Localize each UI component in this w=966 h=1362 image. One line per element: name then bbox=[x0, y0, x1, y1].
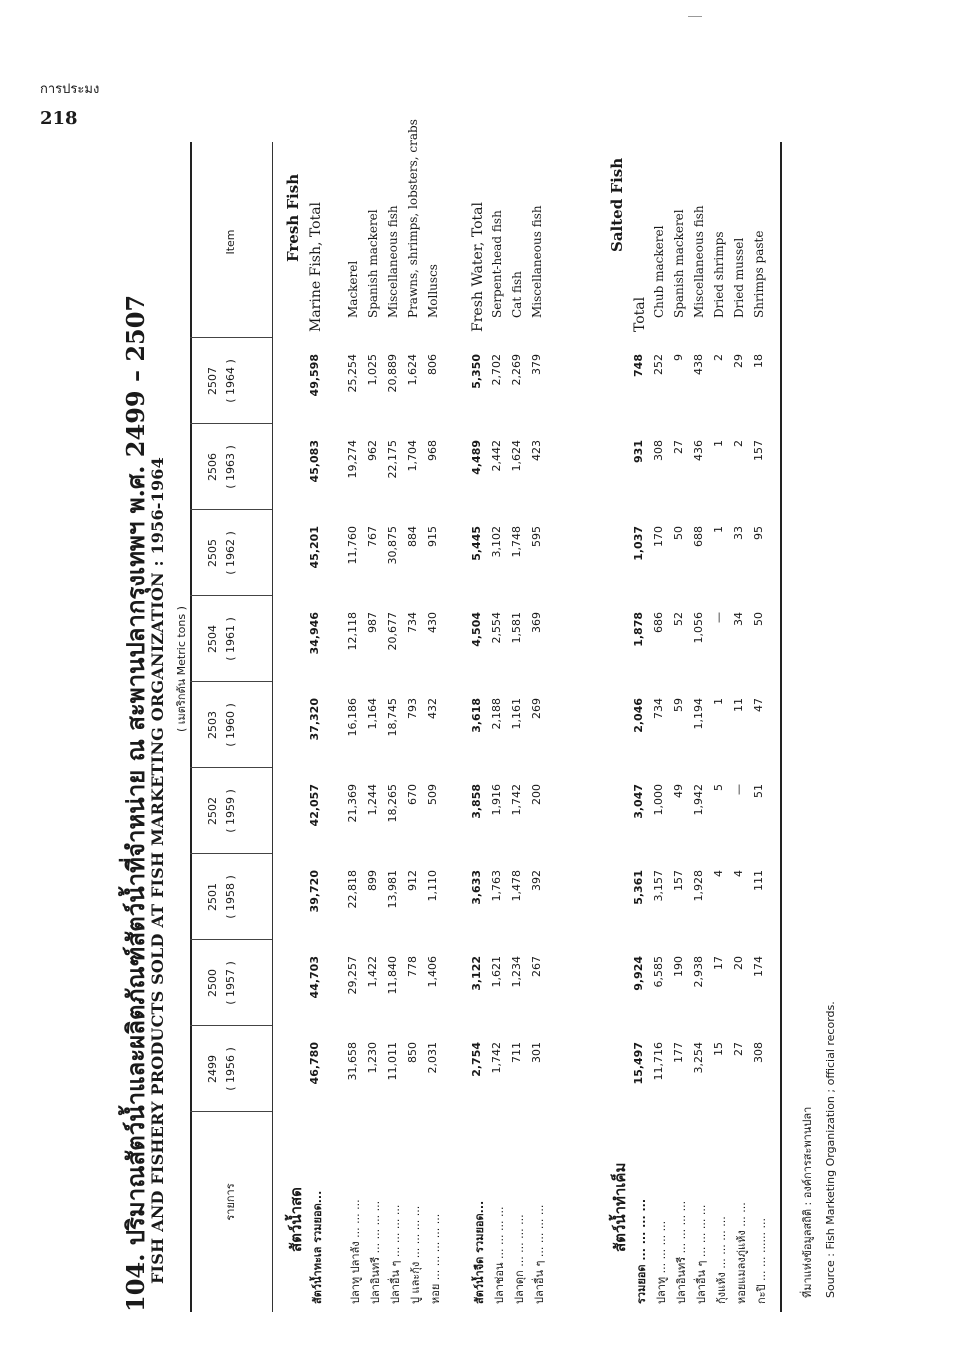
value-cell: 392 bbox=[530, 870, 543, 891]
value-cell: 157 bbox=[752, 440, 765, 461]
source-note-english: Source : Fish Marketing Organization ; official records. bbox=[824, 1001, 837, 1298]
value-cell: 59 bbox=[672, 698, 685, 712]
table-row bbox=[732, 142, 752, 1312]
column-header-year bbox=[204, 424, 240, 510]
table-title-english: FISH AND FISHERY PRODUCTS SOLD AT FISH MARKETING ORGANIZATION : 1956-1964 bbox=[148, 457, 167, 1284]
value-cell: 688 bbox=[692, 526, 705, 547]
row-label-english: Chub mackerel bbox=[652, 225, 666, 318]
value-cell: 34,946 bbox=[308, 612, 321, 655]
row-label-thai: หอย ... ... ... ... ... bbox=[429, 1213, 442, 1304]
column-header-year bbox=[204, 1026, 240, 1112]
value-cell: 49 bbox=[672, 784, 685, 798]
section-fresh-thai: สัตว์น้ำสด bbox=[287, 1187, 305, 1252]
year-common-era: ( 1956 ) bbox=[224, 1047, 237, 1091]
value-cell: 11,716 bbox=[652, 1042, 665, 1081]
value-cell: 1,581 bbox=[510, 612, 523, 644]
year-common-era: ( 1958 ) bbox=[224, 875, 237, 919]
value-cell: 9,924 bbox=[632, 956, 645, 991]
value-cell: 3,157 bbox=[652, 870, 665, 902]
value-cell: 5,350 bbox=[470, 354, 483, 389]
table-row bbox=[652, 142, 672, 1312]
value-cell: 1,110 bbox=[426, 870, 439, 902]
year-common-era: ( 1957 ) bbox=[224, 961, 237, 1005]
value-cell: 45,201 bbox=[308, 526, 321, 569]
value-cell: 509 bbox=[426, 784, 439, 805]
value-cell: 1,742 bbox=[510, 784, 523, 816]
column-header-year bbox=[204, 682, 240, 768]
table-bottom-rule bbox=[780, 142, 782, 1312]
column-header-year bbox=[204, 338, 240, 424]
value-cell: 2,554 bbox=[490, 612, 503, 644]
value-cell: — bbox=[712, 612, 725, 623]
value-cell: 3,122 bbox=[470, 956, 483, 991]
column-header-year bbox=[204, 854, 240, 940]
row-label-english: Spanish mackerel bbox=[672, 209, 686, 318]
value-cell: 11,760 bbox=[346, 526, 359, 565]
year-buddhist-era: 2505 bbox=[206, 539, 219, 567]
value-cell: 2,046 bbox=[632, 698, 645, 733]
value-cell: 12,118 bbox=[346, 612, 359, 651]
value-cell: 1,164 bbox=[366, 698, 379, 730]
column-header-year bbox=[204, 596, 240, 682]
value-cell: 686 bbox=[652, 612, 665, 633]
value-cell: 1,161 bbox=[510, 698, 523, 730]
value-cell: 51 bbox=[752, 784, 765, 798]
value-cell: 1 bbox=[712, 526, 725, 533]
row-label-english: Cat fish bbox=[510, 271, 524, 318]
column-header-year bbox=[204, 510, 240, 596]
value-cell: 778 bbox=[406, 956, 419, 977]
row-label-thai: ปลาอินทรี ... ... ... ... bbox=[369, 1200, 382, 1304]
value-cell: 4 bbox=[732, 870, 745, 877]
year-common-era: ( 1959 ) bbox=[224, 789, 237, 833]
page-number: 218 bbox=[40, 108, 78, 129]
value-cell: 19,274 bbox=[346, 440, 359, 479]
value-cell: 34 bbox=[732, 612, 745, 626]
value-cell: 1,763 bbox=[490, 870, 503, 902]
value-cell: 793 bbox=[406, 698, 419, 719]
column-header-item-thai: รายการ bbox=[224, 1183, 237, 1221]
table-row bbox=[530, 142, 550, 1312]
value-cell: 3,047 bbox=[632, 784, 645, 819]
value-cell: 17 bbox=[712, 956, 725, 970]
row-label-thai: ปลาทู ปลาลัง ... ... ... bbox=[349, 1199, 362, 1304]
table-row bbox=[632, 142, 652, 1312]
value-cell: 18,265 bbox=[386, 784, 399, 823]
value-cell: 432 bbox=[426, 698, 439, 719]
value-cell: 13,981 bbox=[386, 870, 399, 909]
value-cell: 157 bbox=[672, 870, 685, 891]
year-buddhist-era: 2506 bbox=[206, 453, 219, 481]
row-label-english: Miscellaneous fish bbox=[692, 205, 706, 318]
value-cell: 15 bbox=[712, 1042, 725, 1056]
year-common-era: ( 1963 ) bbox=[224, 445, 237, 489]
year-common-era: ( 1961 ) bbox=[224, 617, 237, 661]
value-cell: 3,254 bbox=[692, 1042, 705, 1074]
year-buddhist-era: 2503 bbox=[206, 711, 219, 739]
year-common-era: ( 1962 ) bbox=[224, 531, 237, 575]
value-cell: 22,175 bbox=[386, 440, 399, 479]
value-cell: 308 bbox=[652, 440, 665, 461]
value-cell: 52 bbox=[672, 612, 685, 626]
row-label-english: Molluscs bbox=[426, 264, 440, 318]
value-cell: 931 bbox=[632, 440, 645, 463]
table-row bbox=[426, 142, 446, 1312]
value-cell: 11 bbox=[732, 698, 745, 712]
value-cell: 22,818 bbox=[346, 870, 359, 909]
value-cell: 2 bbox=[732, 440, 745, 447]
row-label-english: Dried mussel bbox=[732, 237, 746, 318]
row-label-thai: ปลาช่อน ... ... ... ... bbox=[493, 1206, 506, 1304]
value-cell: 200 bbox=[530, 784, 543, 805]
section-salted-thai: สัตว์น้ำทำเค็ม bbox=[611, 1162, 629, 1252]
table-header-rule bbox=[272, 142, 273, 1312]
row-label-thai: ปลาทู ... ... ... ... bbox=[655, 1220, 668, 1304]
value-cell: — bbox=[732, 784, 745, 795]
value-cell: 968 bbox=[426, 440, 439, 461]
row-label-english: Dried shrimps bbox=[712, 231, 726, 318]
table-title-thai: 104. ปริมาณสัตว์น้ำและผลิตภัณฑ์สัตว์น้ำที่จำหน่าย ณ สะพานปลากรุงเทพฯ พ.ศ. 2499 – 2507 bbox=[121, 294, 150, 1312]
value-cell: 5,361 bbox=[632, 870, 645, 905]
value-cell: 379 bbox=[530, 354, 543, 375]
row-label-thai: กะปิ ... ... ...... ... bbox=[755, 1218, 768, 1304]
value-cell: 2,442 bbox=[490, 440, 503, 472]
row-label-english: Marine Fish, Total bbox=[308, 201, 324, 332]
value-cell: 42,057 bbox=[308, 784, 321, 827]
value-cell: 670 bbox=[406, 784, 419, 805]
row-label-english: Prawns, shrimps, lobsters, crabs bbox=[406, 119, 420, 318]
value-cell: 2,269 bbox=[510, 354, 523, 386]
row-label-english: Mackerel bbox=[346, 260, 360, 318]
row-label-english: Miscellaneous fish bbox=[530, 205, 544, 318]
value-cell: 4,504 bbox=[470, 612, 483, 647]
value-cell: 734 bbox=[652, 698, 665, 719]
value-cell: 987 bbox=[366, 612, 379, 633]
value-cell: 1,056 bbox=[692, 612, 705, 644]
value-cell: 29 bbox=[732, 354, 745, 368]
value-cell: 11,011 bbox=[386, 1042, 399, 1081]
table-top-rule bbox=[190, 142, 192, 1312]
value-cell: 850 bbox=[406, 1042, 419, 1063]
row-label-thai: ปลาอินทรี ... ... ... ... bbox=[675, 1200, 688, 1304]
value-cell: 50 bbox=[752, 612, 765, 626]
value-cell: 1,244 bbox=[366, 784, 379, 816]
row-label-thai: ปลาอื่น ๆ ... ... ... ... bbox=[389, 1204, 402, 1304]
table-row bbox=[346, 142, 366, 1312]
table-row bbox=[386, 142, 406, 1312]
row-label-thai: ปลาอื่น ๆ ... ... ... ... bbox=[695, 1204, 708, 1304]
value-cell: 1,704 bbox=[406, 440, 419, 472]
value-cell: 18 bbox=[752, 354, 765, 368]
column-header-year bbox=[204, 768, 240, 854]
value-cell: 1,478 bbox=[510, 870, 523, 902]
value-cell: 595 bbox=[530, 526, 543, 547]
value-cell: 267 bbox=[530, 956, 543, 977]
value-cell: 5 bbox=[712, 784, 725, 791]
value-cell: 111 bbox=[752, 870, 765, 891]
year-buddhist-era: 2502 bbox=[206, 797, 219, 825]
table-row bbox=[672, 142, 692, 1312]
value-cell: 301 bbox=[530, 1042, 543, 1063]
value-cell: 177 bbox=[672, 1042, 685, 1063]
value-cell: 1,942 bbox=[692, 784, 705, 816]
value-cell: 438 bbox=[692, 354, 705, 375]
row-label-thai: ปู และกุ้ง ... ... ... ... bbox=[409, 1205, 422, 1304]
value-cell: 308 bbox=[752, 1042, 765, 1063]
year-buddhist-era: 2501 bbox=[206, 883, 219, 911]
value-cell: 1 bbox=[712, 440, 725, 447]
year-buddhist-era: 2500 bbox=[206, 969, 219, 997]
value-cell: 1 bbox=[712, 698, 725, 705]
value-cell: 3,633 bbox=[470, 870, 483, 905]
value-cell: 1,748 bbox=[510, 526, 523, 558]
value-cell: 269 bbox=[530, 698, 543, 719]
page-header-label: การประมง bbox=[40, 82, 100, 97]
table-row bbox=[510, 142, 530, 1312]
value-cell: 806 bbox=[426, 354, 439, 375]
row-label-thai: กุ้งแห้ง ... ... ... ... bbox=[715, 1216, 728, 1304]
value-cell: 423 bbox=[530, 440, 543, 461]
row-label-english: Miscellaneous fish bbox=[386, 205, 400, 318]
value-cell: 95 bbox=[752, 526, 765, 540]
value-cell: 27 bbox=[732, 1042, 745, 1056]
unit-label: ( เมตริกตัน Metric tons ) bbox=[175, 606, 188, 732]
value-cell: 6,585 bbox=[652, 956, 665, 988]
section-salted-english: Salted Fish bbox=[608, 157, 626, 252]
value-cell: 1,621 bbox=[490, 956, 503, 988]
value-cell: 1,037 bbox=[632, 526, 645, 561]
row-label-thai: หอยแมลงภู่แห้ง ... ... bbox=[735, 1202, 748, 1304]
table-row bbox=[752, 142, 772, 1312]
value-cell: 39,720 bbox=[308, 870, 321, 913]
row-label-thai: สัตว์น้ำจืด รวมยอด... bbox=[473, 1200, 486, 1304]
value-cell: 9 bbox=[672, 354, 685, 361]
value-cell: 430 bbox=[426, 612, 439, 633]
value-cell: 748 bbox=[632, 354, 645, 377]
value-cell: 1,916 bbox=[490, 784, 503, 816]
table-row bbox=[366, 142, 386, 1312]
value-cell: 1,742 bbox=[490, 1042, 503, 1074]
value-cell: 912 bbox=[406, 870, 419, 891]
value-cell: 2,188 bbox=[490, 698, 503, 730]
row-label-english: Fresh Water, Total bbox=[470, 202, 486, 332]
year-common-era: ( 1960 ) bbox=[224, 703, 237, 747]
value-cell: 1,624 bbox=[510, 440, 523, 472]
row-label-thai: ปลาอื่น ๆ ... ... ... ... bbox=[533, 1204, 546, 1304]
section-fresh-english: Fresh Fish bbox=[284, 173, 302, 262]
column-separator bbox=[190, 337, 272, 338]
value-cell: 21,369 bbox=[346, 784, 359, 823]
value-cell: 33 bbox=[732, 526, 745, 540]
value-cell: 20 bbox=[732, 956, 745, 970]
value-cell: 2,031 bbox=[426, 1042, 439, 1074]
value-cell: 1,025 bbox=[366, 354, 379, 386]
value-cell: 1,406 bbox=[426, 956, 439, 988]
value-cell: 30,875 bbox=[386, 526, 399, 565]
value-cell: 50 bbox=[672, 526, 685, 540]
value-cell: 15,497 bbox=[632, 1042, 645, 1085]
year-common-era: ( 1964 ) bbox=[224, 359, 237, 403]
value-cell: 16,186 bbox=[346, 698, 359, 737]
value-cell: 2,754 bbox=[470, 1042, 483, 1077]
value-cell: 915 bbox=[426, 526, 439, 547]
value-cell: 1,000 bbox=[652, 784, 665, 816]
table-row bbox=[470, 142, 490, 1312]
value-cell: 174 bbox=[752, 956, 765, 977]
table-row bbox=[406, 119, 426, 1312]
value-cell: 44,703 bbox=[308, 956, 321, 999]
table-row bbox=[490, 142, 510, 1312]
value-cell: 3,102 bbox=[490, 526, 503, 558]
value-cell: 3,618 bbox=[470, 698, 483, 733]
value-cell: 11,840 bbox=[386, 956, 399, 995]
value-cell: 49,598 bbox=[308, 354, 321, 397]
value-cell: 1,230 bbox=[366, 1042, 379, 1074]
value-cell: 962 bbox=[366, 440, 379, 461]
value-cell: 2 bbox=[712, 354, 725, 361]
value-cell: 46,780 bbox=[308, 1042, 321, 1085]
value-cell: 252 bbox=[652, 354, 665, 375]
value-cell: 734 bbox=[406, 612, 419, 633]
value-cell: 47 bbox=[752, 698, 765, 712]
year-buddhist-era: 2507 bbox=[206, 367, 219, 395]
column-header-year bbox=[204, 940, 240, 1026]
value-cell: 1,422 bbox=[366, 956, 379, 988]
value-cell: 1,194 bbox=[692, 698, 705, 730]
value-cell: 899 bbox=[366, 870, 379, 891]
value-cell: 4 bbox=[712, 870, 725, 877]
value-cell: 711 bbox=[510, 1042, 523, 1063]
value-cell: 31,658 bbox=[346, 1042, 359, 1081]
table-row bbox=[712, 142, 732, 1312]
value-cell: 20,889 bbox=[386, 354, 399, 393]
row-label-english: Total bbox=[632, 296, 648, 332]
row-label-thai: รวมยอด ... ... ... ... bbox=[635, 1199, 648, 1304]
value-cell: 170 bbox=[652, 526, 665, 547]
row-label-english: Serpent-head fish bbox=[490, 210, 504, 318]
year-buddhist-era: 2504 bbox=[206, 625, 219, 653]
value-cell: 37,320 bbox=[308, 698, 321, 741]
value-cell: 45,083 bbox=[308, 440, 321, 483]
value-cell: 20,677 bbox=[386, 612, 399, 651]
value-cell: 190 bbox=[672, 956, 685, 977]
row-label-english: Spanish mackerel bbox=[366, 209, 380, 318]
value-cell: 884 bbox=[406, 526, 419, 547]
table-row bbox=[692, 142, 712, 1312]
value-cell: 1,928 bbox=[692, 870, 705, 902]
source-note-thai: ที่มาแห่งข้อมูลสถิติ : องค์การสะพานปลา bbox=[801, 1106, 814, 1298]
value-cell: 4,489 bbox=[470, 440, 483, 475]
column-header-item-english: Item bbox=[224, 229, 237, 255]
scan-mark bbox=[688, 16, 702, 17]
table-row bbox=[308, 142, 328, 1312]
year-buddhist-era: 2499 bbox=[206, 1055, 219, 1083]
value-cell: 1,878 bbox=[632, 612, 645, 647]
row-label-english: Shrimps paste bbox=[752, 230, 766, 318]
value-cell: 18,745 bbox=[386, 698, 399, 737]
value-cell: 2,702 bbox=[490, 354, 503, 386]
value-cell: 767 bbox=[366, 526, 379, 547]
value-cell: 29,257 bbox=[346, 956, 359, 995]
value-cell: 1,234 bbox=[510, 956, 523, 988]
value-cell: 5,445 bbox=[470, 526, 483, 561]
value-cell: 2,938 bbox=[692, 956, 705, 988]
row-label-thai: ปลาดุก ... ... ... ... bbox=[513, 1214, 526, 1304]
value-cell: 25,254 bbox=[346, 354, 359, 393]
value-cell: 3,858 bbox=[470, 784, 483, 819]
value-cell: 369 bbox=[530, 612, 543, 633]
row-label-thai: สัตว์น้ำทะเล รวมยอด... bbox=[311, 1190, 324, 1304]
rotated-table-page bbox=[112, 119, 858, 1312]
value-cell: 1,624 bbox=[406, 354, 419, 386]
value-cell: 436 bbox=[692, 440, 705, 461]
value-cell: 27 bbox=[672, 440, 685, 454]
